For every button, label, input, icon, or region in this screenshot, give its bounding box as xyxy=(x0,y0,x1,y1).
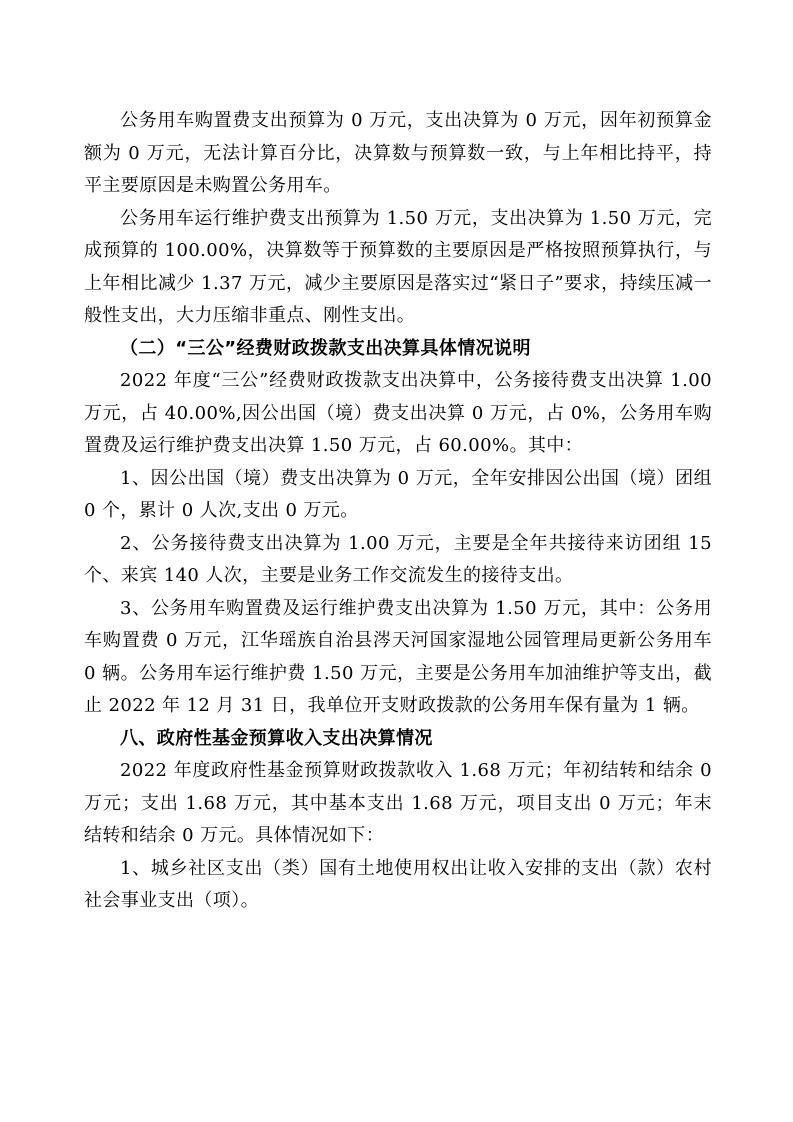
section-heading: 八、政府性基金预算收入支出决算情况 xyxy=(120,727,433,749)
paragraph-vehicle-purchase: 公务用车购置费支出预算为 0 万元，支出决算为 0 万元，因年初预算金额为 0 万元，无法计算百分比，决算数与预算数一致，与上年相比持平，持平主要原因是未购置公务用车。 xyxy=(84,110,712,196)
paragraph-fund-budget: 2022 年度政府性基金预算财政拨款收入 1.68 万元；年初结转和结余 0 万元；支出 1.68 万元，其中基本支出 1.68 万元，项目支出 0 万元；年末结转和结余 0 万元。具体情况如下： xyxy=(84,760,712,846)
document-page xyxy=(84,105,712,918)
section-subheading: （二）“三公”经费财政拨款支出决算具体情况说明 xyxy=(120,337,531,359)
paragraph-reception: 2、公务接待费支出决算为 1.00 万元，主要是全年共接待来访团组 15 个、来宾 140 人次，主要是业务工作交流发生的接待支出。 xyxy=(84,532,712,586)
paragraph-overseas-travel: 1、因公出国（境）费支出决算为 0 万元，全年安排因公出国（境）团组 0 个，累计 0 人次,支出 0 万元。 xyxy=(84,467,712,521)
paragraph-three-public-summary: 2022 年度“三公”经费财政拨款支出决算中，公务接待费支出决算 1.00 万元，占 40.00%,因公出国（境）费支出决算 0 万元，占 0%，公务用车购置费及运行维护费支出决算 1.50 万元，占 60.00%。其中： xyxy=(84,370,712,456)
paragraph-vehicle-detail: 3、公务用车购置费及运行维护费支出决算为 1.50 万元，其中：公务用车购置费 0 万元，江华瑶族自治县涔天河国家湿地公园管理局更新公务用车 0 辆。公务用车运行维护费 1.50 万元，主要是公务用车加油维护等支出，截止 2022 年 12 月 31 日，我单位开支财政拨款的公务用车保有量为 1 辆。 xyxy=(84,597,712,716)
paragraph-fund-item: 1、城乡社区支出（类）国有土地使用权出让收入安排的支出（款）农村社会事业支出（项）。 xyxy=(84,857,712,911)
paragraph-vehicle-maintenance: 公务用车运行维护费支出预算为 1.50 万元，支出决算为 1.50 万元，完成预算的 100.00%，决算数等于预算数的主要原因是严格按照预算执行，与上年相比减少 1.37 万元，减少主要原因是落实过“紧日子”要求，持续压减一般性支出，大力压缩非重点、刚性支出。 xyxy=(84,207,712,326)
